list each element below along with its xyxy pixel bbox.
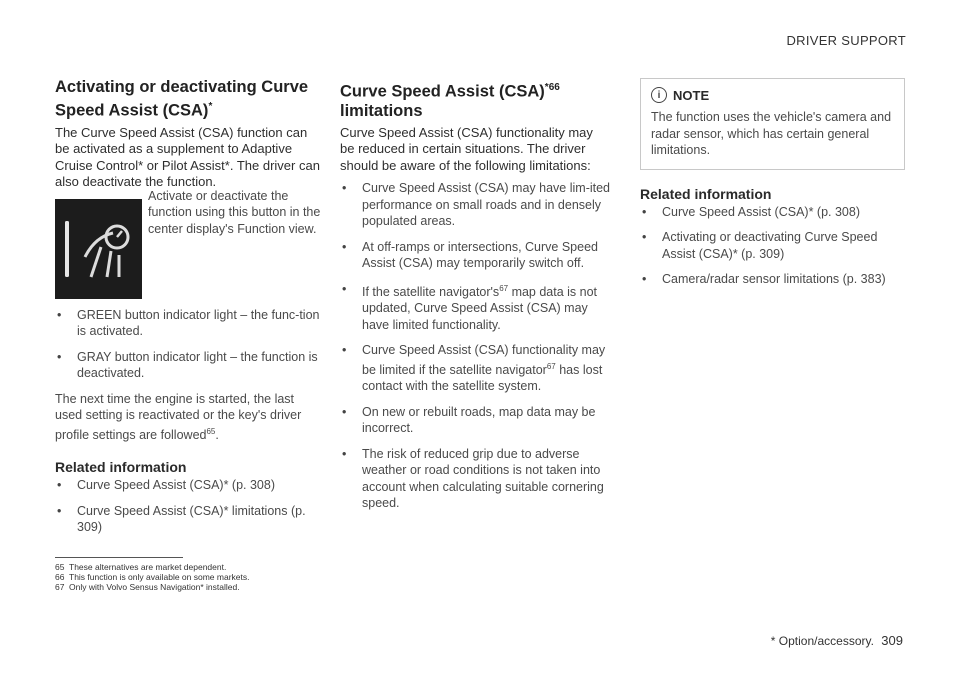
related-info-heading: Related information — [640, 185, 772, 202]
column-limitations — [340, 78, 610, 521]
list-item: • GREEN button indicator light – the func-tion is activated. — [55, 307, 323, 340]
indicator-list — [55, 307, 323, 382]
csa-image-caption: Activate or deactivate the function using this button in the center display's Function view. — [148, 188, 321, 236]
list-item: • Curve Speed Assist (CSA) functionality may be limited if the satellite navigator$^{67}$ has lost contact with the satellite system. — [340, 342, 610, 395]
csa-button-image — [55, 199, 142, 299]
list-item: • At off-ramps or intersections, Curve Speed Assist (CSA) may temporarily switch off. — [340, 239, 610, 272]
csa-image-row — [55, 188, 323, 299]
related-info-heading: Related information — [55, 459, 187, 476]
limitations-title: Curve Speed Assist (CSA)$^{*66}$ limitations — [340, 82, 560, 120]
related-list — [55, 477, 323, 536]
footnote: 67 Only with Volvo Sensus Navigation* installed. — [55, 582, 240, 592]
related-link[interactable]: • Camera/radar sensor limitations (p. 383) — [640, 271, 905, 288]
note-box — [640, 78, 905, 170]
related-list — [640, 204, 905, 288]
related-link[interactable]: • Curve Speed Assist (CSA)* (p. 308) — [640, 204, 905, 221]
curve-speed-icon — [55, 199, 142, 299]
section-header: DRIVER SUPPORT — [786, 33, 906, 48]
list-item: • On new or rebuilt roads, map data may be incorrect. — [340, 404, 610, 437]
related-link[interactable]: • Curve Speed Assist (CSA)* (p. 308) — [55, 477, 323, 494]
footnote-divider — [55, 557, 183, 558]
list-item: • Curve Speed Assist (CSA) may have lim-ited performance on small roads and in densely populated areas. — [340, 180, 610, 230]
limitations-list — [340, 180, 610, 512]
note-label: NOTE — [673, 87, 710, 103]
related-link[interactable]: • Activating or deactivating Curve Speed Assist (CSA)* (p. 309) — [640, 229, 905, 262]
activating-title: Activating or deactivating Curve Speed Assist (CSA)* — [55, 78, 309, 120]
option-note: * Option/accessory. — [770, 634, 874, 648]
activating-lead: The Curve Speed Assist (CSA) function can be activated as a supplement to Adaptive Cruise Control* or Pilot Assist*. The driver can also deactivate the function. — [55, 124, 320, 189]
column-note — [640, 78, 905, 297]
restart-paragraph: The next time the engine is started, the last used setting is reactivated or the key's driver profile settings are followed$^{65}$. — [55, 391, 302, 442]
list-item: • The risk of reduced grip due to adverse weather or road conditions is not taken into account when calculating suitable cornering speed. — [340, 446, 610, 512]
note-header — [651, 87, 894, 103]
footnote: 66 This function is only available on some markets. — [55, 572, 250, 582]
page-footer — [771, 633, 903, 648]
list-item: • GRAY button indicator light – the function is deactivated. — [55, 349, 323, 382]
footnotes — [55, 562, 249, 592]
column-activating — [55, 78, 323, 545]
info-icon: i — [651, 87, 667, 103]
list-item: • If the satellite $navigator's^{67}$ map data is not updated, Curve Speed Assist (CSA) may have limited functionality. — [340, 281, 610, 334]
limitations-lead: Curve Speed Assist (CSA) functionality may be reduced in certain situations. The driver should be aware of the following limitations: — [340, 124, 593, 173]
related-link[interactable]: • Curve Speed Assist (CSA)* limitations (p. 309) — [55, 503, 323, 536]
footnote: 65 These alternatives are market dependent. — [55, 562, 227, 572]
page-number: 309 — [881, 633, 903, 648]
note-text: The function uses the vehicle's camera and radar sensor, which has certain general limitations. — [651, 110, 892, 157]
